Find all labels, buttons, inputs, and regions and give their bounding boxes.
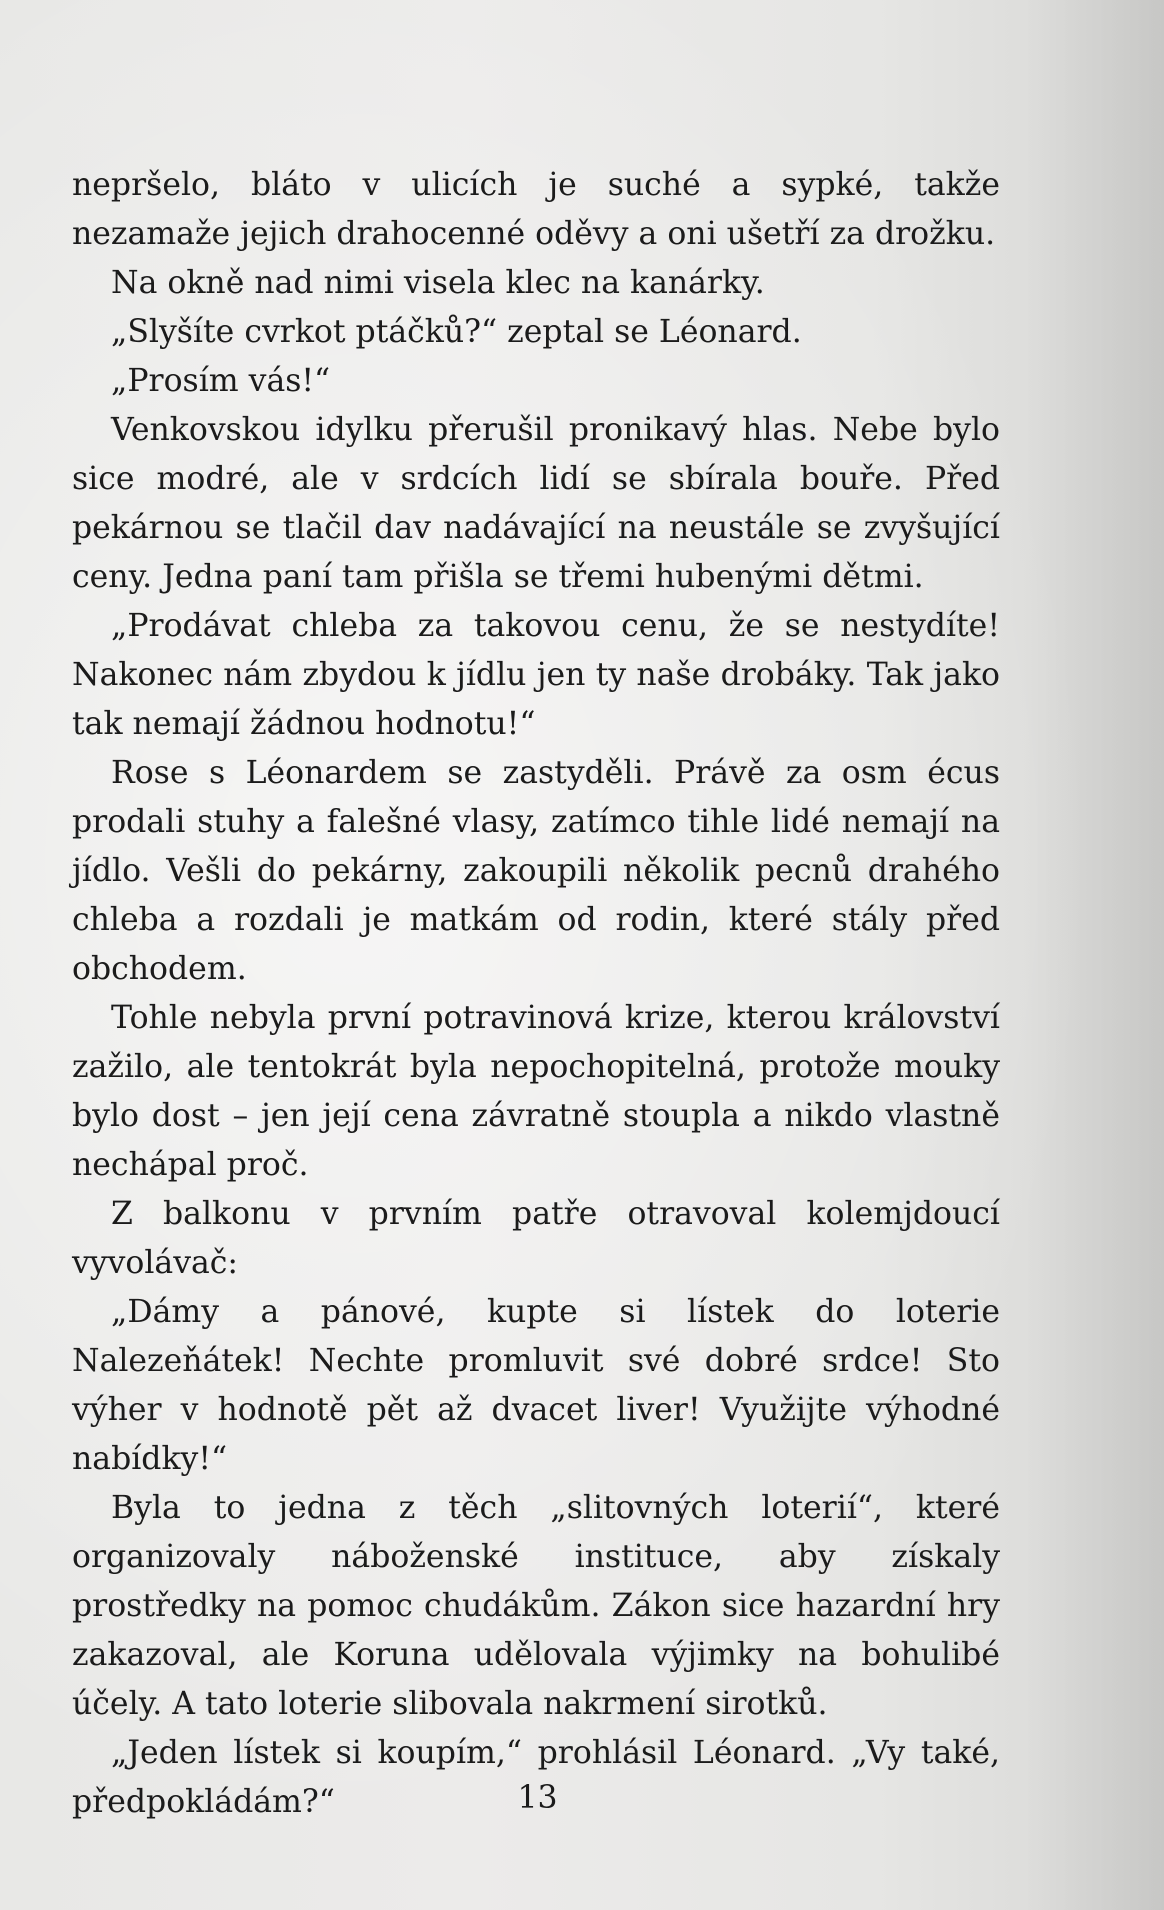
- paragraph: „Dámy a pánové, kupte si lístek do loterie Nalezeňátek! Nechte promluvit své dobré srdce! Sto výher v hodnotě pět až dvacet liver! Využijte výhodné nabídky!“: [72, 1294, 1000, 1477]
- paragraph: nepršelo, bláto v ulicích je suché a sypké, takže nezamaže jejich drahocenné oděvy a oni ušetří za drožku.: [72, 167, 1000, 252]
- paragraph: Tohle nebyla první potravinová krize, kterou království zažilo, ale tentokrát byla nepochopitelná, protože mouky bylo dost – jen její cena závratně stoupla a nikdo vlastně nechápal proč.: [72, 1000, 1000, 1183]
- paragraph: „Jeden lístek si koupím,“ prohlásil Léonard. „Vy také, předpokládám?“: [72, 1735, 1000, 1820]
- paragraph: Byla to jedna z těch „slitovných loterií“, které organizovaly náboženské instituce, aby získaly prostředky na pomoc chudákům. Zákon sice hazardní hry zakazoval, ale Koruna udělovala výjimky na bohulibé účely. A tato loterie slibovala nakrmení sirotků.: [72, 1490, 1000, 1722]
- paragraph: Na okně nad nimi visela klec na kanárky.: [111, 265, 765, 301]
- paragraph: „Prodávat chleba za takovou cenu, že se nestydíte! Nakonec nám zbydou k jídlu jen ty naše drobáky. Tak jako tak nemají žádnou hodnotu!“: [72, 608, 1000, 742]
- body-text: [72, 161, 1000, 1827]
- paragraph: Venkovskou idylku přerušil pronikavý hlas. Nebe bylo sice modré, ale v srdcích lidí se sbírala bouře. Před pekárnou se tlačil dav nadávající na neustále se zvyšující ceny. Jedna paní tam přišla se třemi hubenými dětmi.: [72, 412, 1000, 595]
- paragraph: Rose s Léonardem se zastyděli. Právě za osm écus prodali stuhy a falešné vlasy, zatímco tihle lidé nemají na jídlo. Vešli do pekárny, zakoupili několik pecnů drahého chleba a rozdali je matkám od rodin, které stály před obchodem.: [72, 755, 1000, 987]
- paragraph: „Slyšíte cvrkot ptáčků?“ zeptal se Léonard.: [111, 314, 802, 350]
- paragraph: Z balkonu v prvním patře otravoval kolemjdoucí vyvolávač:: [72, 1196, 1000, 1281]
- paragraph: „Prosím vás!“: [111, 363, 331, 399]
- page-number: 13: [517, 1780, 558, 1816]
